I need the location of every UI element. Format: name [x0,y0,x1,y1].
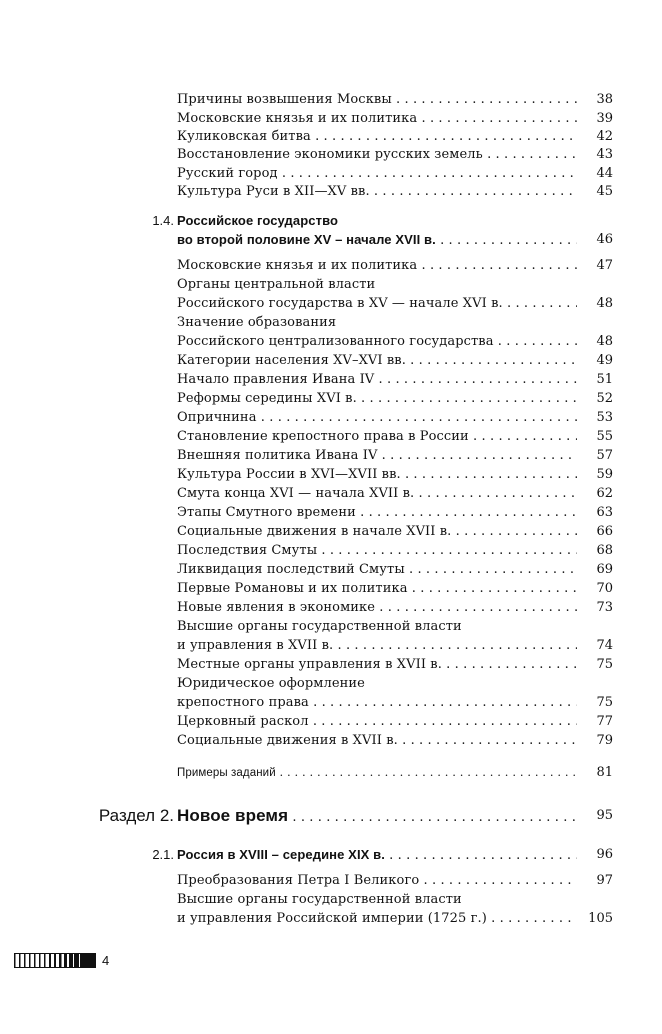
toc-entry-title: Примеры заданий . . . [177,763,577,783]
toc-entry [0,541,662,560]
toc-entry-page: 55 [596,429,613,444]
toc-entry-title: Церковный раскол . . . [177,712,577,731]
toc-entry [0,617,662,636]
toc-entry [0,636,662,655]
page-footer [14,953,134,969]
toc-entry-title: Причины возвышения Москвы . . . [177,90,577,109]
toc-entry [0,560,662,579]
toc-entry-page: 68 [596,543,613,558]
toc-entry-title: Куликовская битва . . . [177,127,577,146]
toc-entry-examples [0,763,662,782]
toc-entry [0,503,662,522]
section-number: 2.1. [152,847,174,862]
toc-entry-page: 48 [596,296,613,311]
toc-entry-page: 77 [596,714,613,729]
toc-entry-title: Московские князья и их политика . . . [177,256,577,275]
toc-entry [0,145,662,164]
toc-entry-title: Восстановление экономики русских земель . . . [177,145,577,164]
toc-entry [0,465,662,484]
toc-entry-title: Социальные движения в XVII в. . . . [177,731,577,750]
toc-entry-page: 95 [596,808,613,823]
toc-entry-page: 105 [588,911,613,926]
toc-entry-title: Преобразования Петра I Великого . . . [177,871,577,890]
toc-entry-title: Российского государства в XV — начале XVI в. . . . [177,294,577,313]
toc-entry-title: Высшие органы государственной власти [177,619,462,634]
toc-entry-page: 39 [596,111,613,126]
toc-entry-title: Российского централизованного государства . . . [177,332,577,351]
toc-entry [0,712,662,731]
toc-entry-title: Московские князья и их политика . . . [177,109,577,128]
toc-entry-title: Культура Руси в XII—XV вв. . . . [177,182,577,201]
toc-entry [0,579,662,598]
toc-entry-page: 38 [596,92,613,107]
toc-entry [0,655,662,674]
toc-entry-title: крепостного права . . . [177,693,577,712]
toc-entry-page: 49 [596,353,613,368]
toc-entry [0,127,662,146]
part-number: Раздел 2. [98,806,174,825]
toc-entry-title: Местные органы управления в XVII в. . . . [177,655,577,674]
toc-entry [0,674,662,693]
toc-entry [0,408,662,427]
toc-entry-title: Органы центральной власти [177,277,376,292]
toc-entry-title: Ликвидация последствий Смуты . . . [177,560,577,579]
toc-entry-page: 62 [596,486,613,501]
toc-entry-title: Культура России в XVI—XVII вв. . . . [177,465,577,484]
toc-entry [0,332,662,351]
toc-entry-page: 73 [596,600,613,615]
toc-entry-title: Смута конца XVI — начала XVII в. . . . [177,484,577,503]
toc-entry-page: 96 [596,847,613,862]
toc-entry [0,370,662,389]
section-heading-1-4-cont [0,230,662,249]
toc-entry-title: Последствия Смуты . . . [177,541,577,560]
toc-entry-page: 69 [596,562,613,577]
toc-entry [0,522,662,541]
toc-entry [0,871,662,890]
toc-entry [0,182,662,201]
toc-entry-page: 45 [596,184,613,199]
toc-entry-page: 47 [596,258,613,273]
toc-entry-title: Становление крепостного права в России . . . [177,427,577,446]
toc-entry-title: Русский город . . . [177,164,577,183]
toc-entry-title: Категории населения XV–XVI вв. . . . [177,351,577,370]
toc-entry-title: Социальные движения в начале XVII в. . . . [177,522,577,541]
section-heading-1-4 [0,211,662,230]
toc-entry-title: Первые Романовы и их политика . . . [177,579,577,598]
toc-entry-page: 79 [596,733,613,748]
toc-entry-page: 59 [596,467,613,482]
toc-entry [0,484,662,503]
toc-entry [0,446,662,465]
section-number: 1.4. [152,213,174,228]
toc-entry-title: Этапы Смутного времени . . . [177,503,577,522]
toc-entry-title: Начало правления Ивана IV . . . [177,370,577,389]
toc-entry-page: 66 [596,524,613,539]
toc-entry-title: Опричнина . . . [177,408,577,427]
toc-entry [0,909,662,928]
toc-entry [0,389,662,408]
toc-entry [0,598,662,617]
toc-entry [0,731,662,750]
toc-entry-page: 48 [596,334,613,349]
page-number: 4 [102,953,110,968]
toc-entry-page: 46 [596,232,613,247]
toc-entry-page: 81 [596,765,613,780]
toc-entry-title: Высшие органы государственной власти [177,892,462,907]
toc-entry-page: 75 [596,695,613,710]
toc-entry [0,256,662,275]
toc-entry-page: 75 [596,657,613,672]
part-heading [0,805,662,827]
toc-entry-page: 74 [596,638,613,653]
toc-entry-title: Новые явления в экономике . . . [177,598,577,617]
toc-entry [0,294,662,313]
toc-entry [0,427,662,446]
section-title-line-2: во второй половине XV – начале XVII в. . . . [177,230,577,250]
toc-entry-title: и управления в XVII в. . . . [177,636,577,655]
toc-entry [0,890,662,909]
toc-entry [0,109,662,128]
toc-entry-page: 42 [596,129,613,144]
toc-entry-page: 97 [596,873,613,888]
toc-entry-title: Юридическое оформление [177,676,365,691]
toc-entry [0,164,662,183]
section-title-line-1: Российское государство [177,213,339,228]
toc-entry-title: Значение образования [177,315,337,330]
toc-entry-page: 43 [596,147,613,162]
barcode-decoration [14,953,96,968]
toc-entry-title: Внешняя политика Ивана IV . . . [177,446,577,465]
toc-entry-title: и управления Российской империи (1725 г.) . . . [177,909,577,928]
part-title: Новое время . . . [177,805,577,829]
toc-entry [0,313,662,332]
toc-entry-page: 63 [596,505,613,520]
toc-entry-page: 52 [596,391,613,406]
toc-entry [0,693,662,712]
toc-entry [0,351,662,370]
toc-entry [0,275,662,294]
toc-entry-page: 44 [596,166,613,181]
toc-entry [0,90,662,109]
toc-entry-title: Реформы середины XVI в. . . . [177,389,577,408]
toc-entry-page: 57 [596,448,613,463]
toc-entry-page: 53 [596,410,613,425]
toc-entry-page: 70 [596,581,613,596]
section-heading-2-1 [0,845,662,864]
toc-entry-page: 51 [596,372,613,387]
section-title: Россия в XVIII – середине XIX в. . . . [177,845,577,865]
